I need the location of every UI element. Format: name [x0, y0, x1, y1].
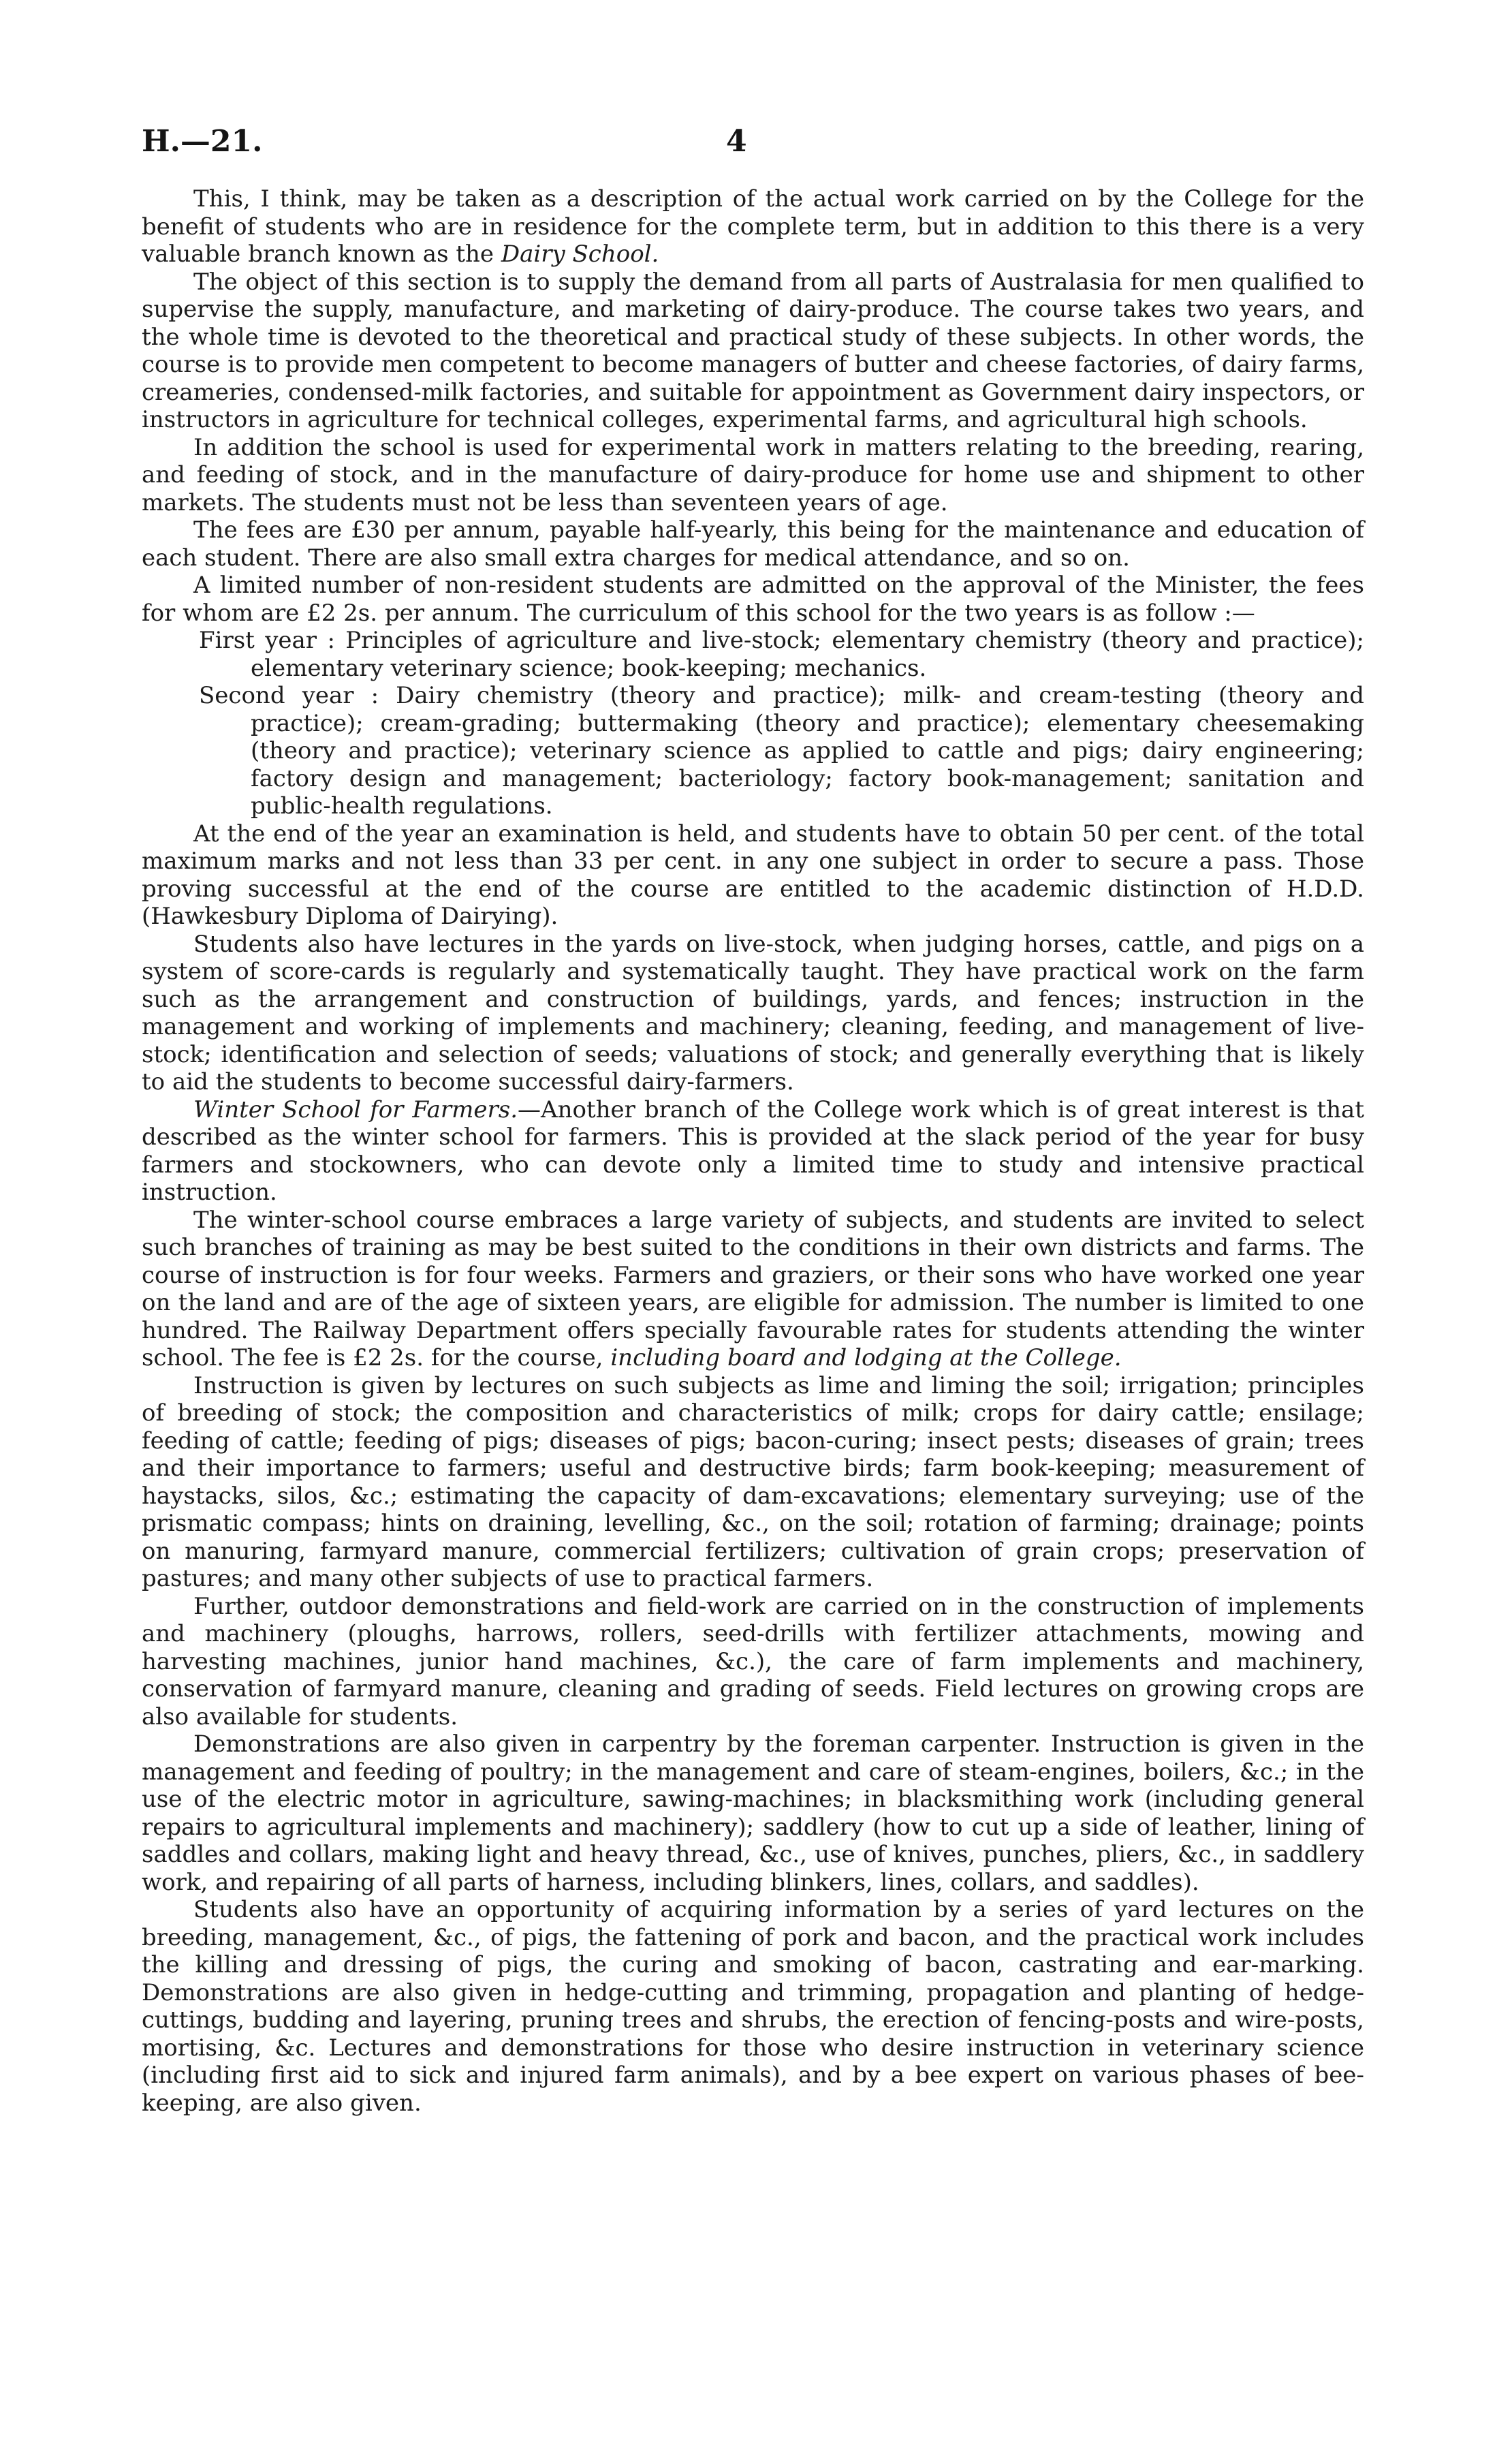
page-number: 4 — [726, 124, 747, 159]
paragraph-experimental: In addition the school is used for experimental work in matters relating to the breeding, rearing, and feeding of stock, and in the manufacture of dairy-produce for home use and shipment to other markets. The students must not be less than seventeen years of age. — [142, 433, 1364, 516]
paragraph-intro: This, I think, may be taken as a description of the actual work carried on by the College for the benefit of students who are in residence for the complete term, but in addition to this there is a very valuable branch known as the Dairy School. — [142, 185, 1364, 268]
dairy-school-term: Dairy School. — [501, 240, 659, 268]
paragraph-non-resident: A limited number of non-resident students are admitted on the approval of the Minister, the fees for whom are £2 2s. per annum. The curriculum of this school for the two years is as follow :— — [142, 572, 1364, 627]
page-header — [142, 124, 1364, 165]
paragraph-instruction-subjects: Instruction is given by lectures on such subjects as lime and liming the soil; irrigation; principles of breeding of stock; the composition and characteristics of milk; crops for dairy cattle; ensilage; feeding of cattle; feeding of pigs; diseases of pigs; bacon-curing; insect pests; diseases of grain; trees and their importance to farmers; useful and destructive birds; farm book-keeping; measurement of haystacks, silos, &c.; estimating the capacity of dam-excavations; elementary surveying; use of the prismatic compass; hints on draining, levelling, &c., on the soil; rotation of farming; drainage; points on manuring, farmyard manure, commercial fertilizers; cultivation of grain crops; preservation of pastures; and many other subjects of use to practical farmers. — [142, 1371, 1364, 1592]
paragraph-winter-school: Winter School for Farmers.—Another branch of the College work which is of great interest is that described as the winter school for farmers. This is provided at the slack period of the year for busy farmers and stockowners, who can devote only a limited time to study and intensive practical instruction. — [142, 1096, 1364, 1206]
first-year-label: First year : — [199, 627, 335, 654]
document-body — [142, 185, 1364, 2117]
paragraph-yard-lectures: Students also have an opportunity of acquiring information by a series of yard lectures on the breeding, management, &c., of pigs, the fattening of pork and bacon, and the practical work includes the killing and dressing of pigs, the curing and smoking of bacon, castrating and ear-marking. Demonstrations are also given in hedge-cutting and trimming, propagation and planting of hedge-cuttings, budding and layering, pruning trees and shrubs, the erection of fencing-posts and wire-posts, mortising, &c. Lectures and demonstrations for those who desire instruction in veterinary science (including first aid to sick and injured farm animals), and by a bee expert on various phases of bee-keeping, are also given. — [142, 1896, 1364, 2117]
first-year-curriculum: First year : Principles of agriculture and live-stock; elementary chemistry (theory and practice); elementary veterinary science; book-keeping; mechanics. — [199, 627, 1364, 682]
board-lodging-note: including board and lodging at the College. — [610, 1344, 1122, 1371]
paragraph-winter-course: The winter-school course embraces a large variety of subjects, and students are invited to select such branches of training as may be best suited to the conditions in their own districts and farms. The course of instruction is for four weeks. Farmers and graziers, or their sons who have worked one year on the land and are of the age of sixteen years, are eligible for admission. The number is limited to one hundred. The Railway Department offers specially favourable rates for students attending the winter school. The fee is £2 2s. for the course, including board and lodging at the College. — [142, 1206, 1364, 1371]
winter-school-heading: Winter School for Farmers. — [193, 1096, 518, 1123]
paragraph-object: The object of this section is to supply the demand from all parts of Australasia for men qualified to supervise the supply, manufacture, and marketing of dairy-produce. The course takes two years, and the whole time is devoted to the theoretical and practical study of these subjects. In other words, the course is to provide men competent to become managers of butter and cheese factories, of dairy farms, creameries, condensed-milk factories, and suitable for appointment as Government dairy inspectors, or instructors in agriculture for technical colleges, experimental farms, and agricultural high schools. — [142, 268, 1364, 433]
paragraph-outdoor-demonstrations: Further, outdoor demonstrations and field-work are carried on in the construction of implements and machinery (ploughs, harrows, rollers, seed-drills with fertilizer attachments, mowing and harvesting machines, junior hand machines, &c.), the care of farm implements and machinery, conservation of farmyard manure, cleaning and grading of seeds. Field lectures on growing crops are also available for students. — [142, 1592, 1364, 1730]
paragraph-carpentry: Demonstrations are also given in carpentry by the foreman carpenter. Instruction is given in the management and feeding of poultry; in the management and care of steam-engines, boilers, &c.; in the use of the electric motor in agriculture, sawing-machines; in blacksmithing work (including general repairs to agricultural implements and machinery); saddlery (how to cut up a side of leather, lining of saddles and collars, making light and heavy thread, &c., use of knives, punches, pliers, &c., in saddlery work, and repairing of all parts of harness, including blinkers, lines, collars, and saddles). — [142, 1730, 1364, 1896]
paragraph-livestock-lectures: Students also have lectures in the yards on live-stock, when judging horses, cattle, and pigs on a system of score-cards is regularly and systematically taught. They have practical work on the farm such as the arrangement and construction of buildings, yards, and fences; instruction in the management and working of implements and machinery; cleaning, feeding, and management of live-stock; identification and selection of seeds; valuations of stock; and generally everything that is likely to aid the students to become successful dairy-farmers. — [142, 930, 1364, 1096]
paragraph-fees: The fees are £30 per annum, payable half-yearly, this being for the maintenance and education of each student. There are also small extra charges for medical attendance, and so on. — [142, 516, 1364, 572]
second-year-label: Second year : — [199, 682, 379, 709]
second-year-curriculum: Second year : Dairy chemistry (theory and practice); milk- and cream-testing (theory and practice); cream-grading; buttermaking (theory and practice); elementary cheesemaking (theory and practice); veterinary science as applied to cattle and pigs; dairy engineering; factory design and management; bacteriology; factory book-management; sanitation and public-health regulations. — [199, 682, 1365, 820]
document-reference: H.—21. — [142, 124, 263, 159]
paragraph-examination: At the end of the year an examination is held, and students have to obtain 50 per cent. of the total maximum marks and not less than 33 per cent. in any one subject in order to secure a pass. Those proving successful at the end of the course are entitled to the academic distinction of H.D.D. (Hawkesbury Diploma of Dairying). — [142, 820, 1364, 930]
